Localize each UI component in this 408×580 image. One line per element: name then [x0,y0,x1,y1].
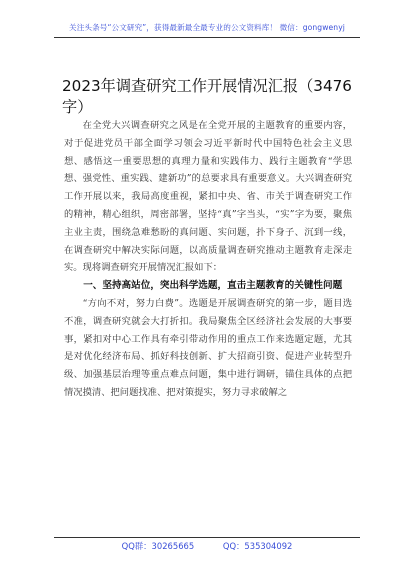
document-title: 2023年调查研究工作开展情况汇报（3476字） [62,77,352,116]
qq-group-label: QQ群：30265665 [121,541,195,551]
qq-contact-label: QQ：535304092 [222,541,293,551]
document-body [64,117,352,402]
intro-paragraph: 在全党大兴调查研究之风是在全党开展的主题教育的重要内容，对于促进党员干部全面学习领会习近平新时代中国特色社会主义思想、感悟这一重要思想的真理力量和实践伟力、践行主题教育“学思想、强党性、重实践、建新功”的总要求具有重要意义。大兴调查研究工作开展以来，我局高度重视，紧扣中央、省、市关于调查研究工作的精神，精心组织，周密部署，坚持“真”字当头，“实”字为要，聚焦主业主责，围绕急难愁盼的真问题、实问题，扑下身子、沉到一线，在调查研究中解决实际问题，以高质量调查研究推动主题教育走深走实。现将调查研究开展情况汇报如下： [64,120,352,274]
footer [54,537,360,552]
section-paragraph: “方向不对，努力白费”。选题是开展调查研究的第一步，题目选不准，调查研究就会大打折扣。我局聚焦全区经济社会发展的大事要事，紧扣对中心工作具有牵引带动作用的重点工作来选题定题，尤其是对优化经济布局、抓好科技创新、扩大招商引资、促进产业转型升级、加强基层治理等重点难点问题，集中进行调研，锚住具体的点把情况摸清、把问题找准、把对策提实，努力寻求破解之 [64,297,352,398]
section-heading: 一、坚持高站位，突出科学选题，直击主题教育的关键性问题 [83,280,343,292]
header-banner: 关注头条号“公文研究”，获得最新最全最专业的公文资料库！ 微信：gongwenyj [54,22,360,38]
